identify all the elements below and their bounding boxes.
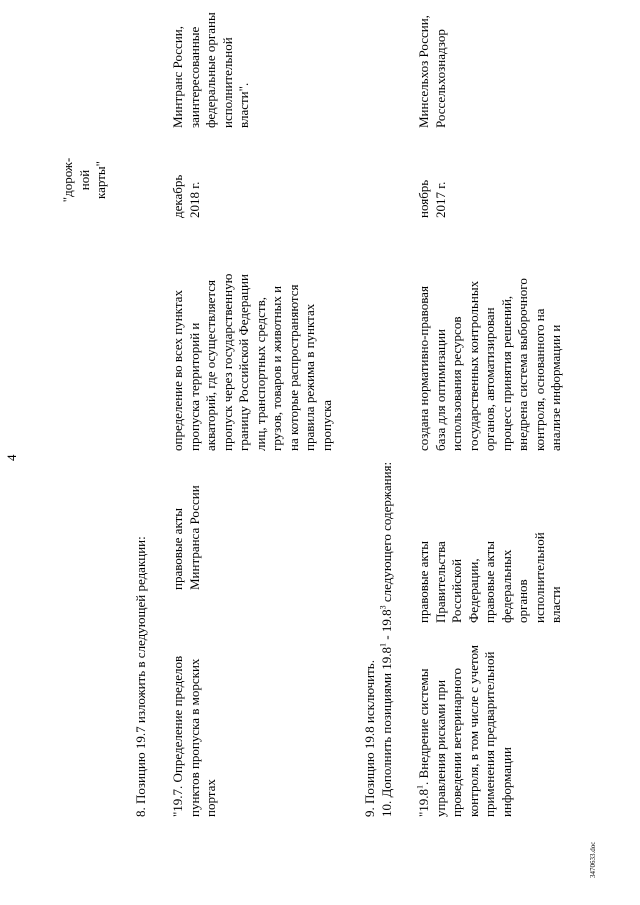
paragraph-9: 9. Позицию 19.8 исключить.	[362, 660, 377, 817]
cell-line: внедрена система выборочного	[515, 278, 530, 451]
paragraph-10: 10. Дополнить позициями 19.8$^1$ - 19.8$^3$ следующего содержания:	[378, 461, 394, 817]
cell-line: Федерации,	[465, 558, 481, 623]
cell-line: власти".	[236, 82, 251, 128]
cell-line: контроля, в том числе с учетом	[465, 645, 481, 817]
cell-line: Российской	[449, 558, 464, 623]
row-19-7-result	[170, 274, 335, 451]
cell-line: проведении ветеринарного	[449, 667, 464, 817]
cell-line: органов, автоматизирован	[482, 307, 497, 451]
cell-line: анализе информации и	[548, 324, 563, 451]
cell-line: исполнительной	[531, 532, 547, 623]
row-19-8-1-responsible	[416, 15, 449, 128]
cell-line: Минтранс России,	[170, 26, 185, 128]
cell-line: Россельхознадзор	[432, 29, 448, 128]
cell-line: создана нормативно-правовая	[416, 286, 431, 451]
roadmap-line: карты"	[93, 161, 108, 199]
cell-line: на которые распространяются	[285, 284, 301, 451]
cell-line: декабрь	[170, 174, 185, 218]
cell-line: 2018 г.	[186, 181, 202, 218]
cell-line: Минтранса России	[186, 485, 202, 590]
cell-line: пропуска	[318, 399, 334, 451]
cell-line: пропуска территорий и	[186, 322, 202, 451]
cell-line: база для оптимизации	[432, 329, 448, 451]
row-19-8-1-item: "19.8$^1$. Внедрение системы управления рисками при проведении ветеринарного контроля, в том числе с учетом применения предварительной информации	[415, 645, 514, 817]
cell-line: акваторий, где осуществляется	[203, 280, 218, 451]
cell-line: Минсельхоз России,	[416, 15, 431, 128]
roadmap-line: "дорож-	[60, 157, 75, 203]
roadmap-line: ной	[76, 169, 92, 191]
cell-line: пропуск через государственную	[219, 273, 235, 451]
paragraph-8: 8. Позицию 19.7 изложить в следующей редакции:	[133, 536, 148, 817]
cell-line: применения предварительной	[482, 651, 497, 817]
cell-line: определение во всех пунктах	[170, 290, 185, 451]
cell-line: заинтересованные	[186, 26, 202, 128]
cell-line: процесс принятия решений,	[498, 295, 514, 451]
cell-line: ноябрь	[416, 179, 431, 218]
cell-line: федеральные органы	[203, 12, 218, 128]
cell-line: власти	[548, 586, 563, 623]
cell-line: государственных контрольных	[465, 280, 481, 451]
cell-line: лиц, транспортных средств,	[252, 297, 268, 451]
row-19-8-1-instrument	[416, 532, 565, 623]
cell-line: правовые акты	[170, 508, 185, 590]
cell-line: портах	[203, 779, 218, 817]
cell-line: правовые акты	[416, 541, 431, 623]
cell-line: использования ресурсов	[449, 316, 464, 451]
document-id: 3470633.doc	[589, 841, 597, 878]
cell-line: исполнительной	[219, 37, 235, 128]
cell-line: правила режима в пунктах	[302, 303, 317, 451]
cell-line: органов	[515, 579, 530, 623]
cell-line: управления рисками при	[432, 679, 448, 817]
row-19-7-responsible	[170, 12, 253, 128]
cell-line: границу Российской Федерации	[236, 274, 251, 451]
cell-line: пунктов пропуска в морских	[186, 658, 202, 817]
cell-line: "19.7. Определение пределов	[170, 655, 185, 817]
cell-line: правовые акты	[482, 541, 497, 623]
row-19-7-item	[170, 656, 220, 817]
row-19-7-deadline	[170, 175, 203, 218]
cell-line: федеральных	[498, 549, 514, 623]
cell-line: контроля, основанного на	[531, 308, 547, 451]
row-19-7-instrument	[170, 485, 203, 590]
row-19-8-1-result	[416, 278, 565, 451]
cell-line: 2017 г.	[432, 181, 448, 218]
cell-line: грузов, товаров и животных и	[269, 285, 284, 451]
cell-line: Правительства	[432, 541, 448, 623]
page-number: 4	[4, 454, 19, 461]
roadmap-header	[60, 135, 110, 225]
cell-line: информации	[498, 747, 514, 817]
row-19-8-1-deadline	[416, 180, 449, 218]
